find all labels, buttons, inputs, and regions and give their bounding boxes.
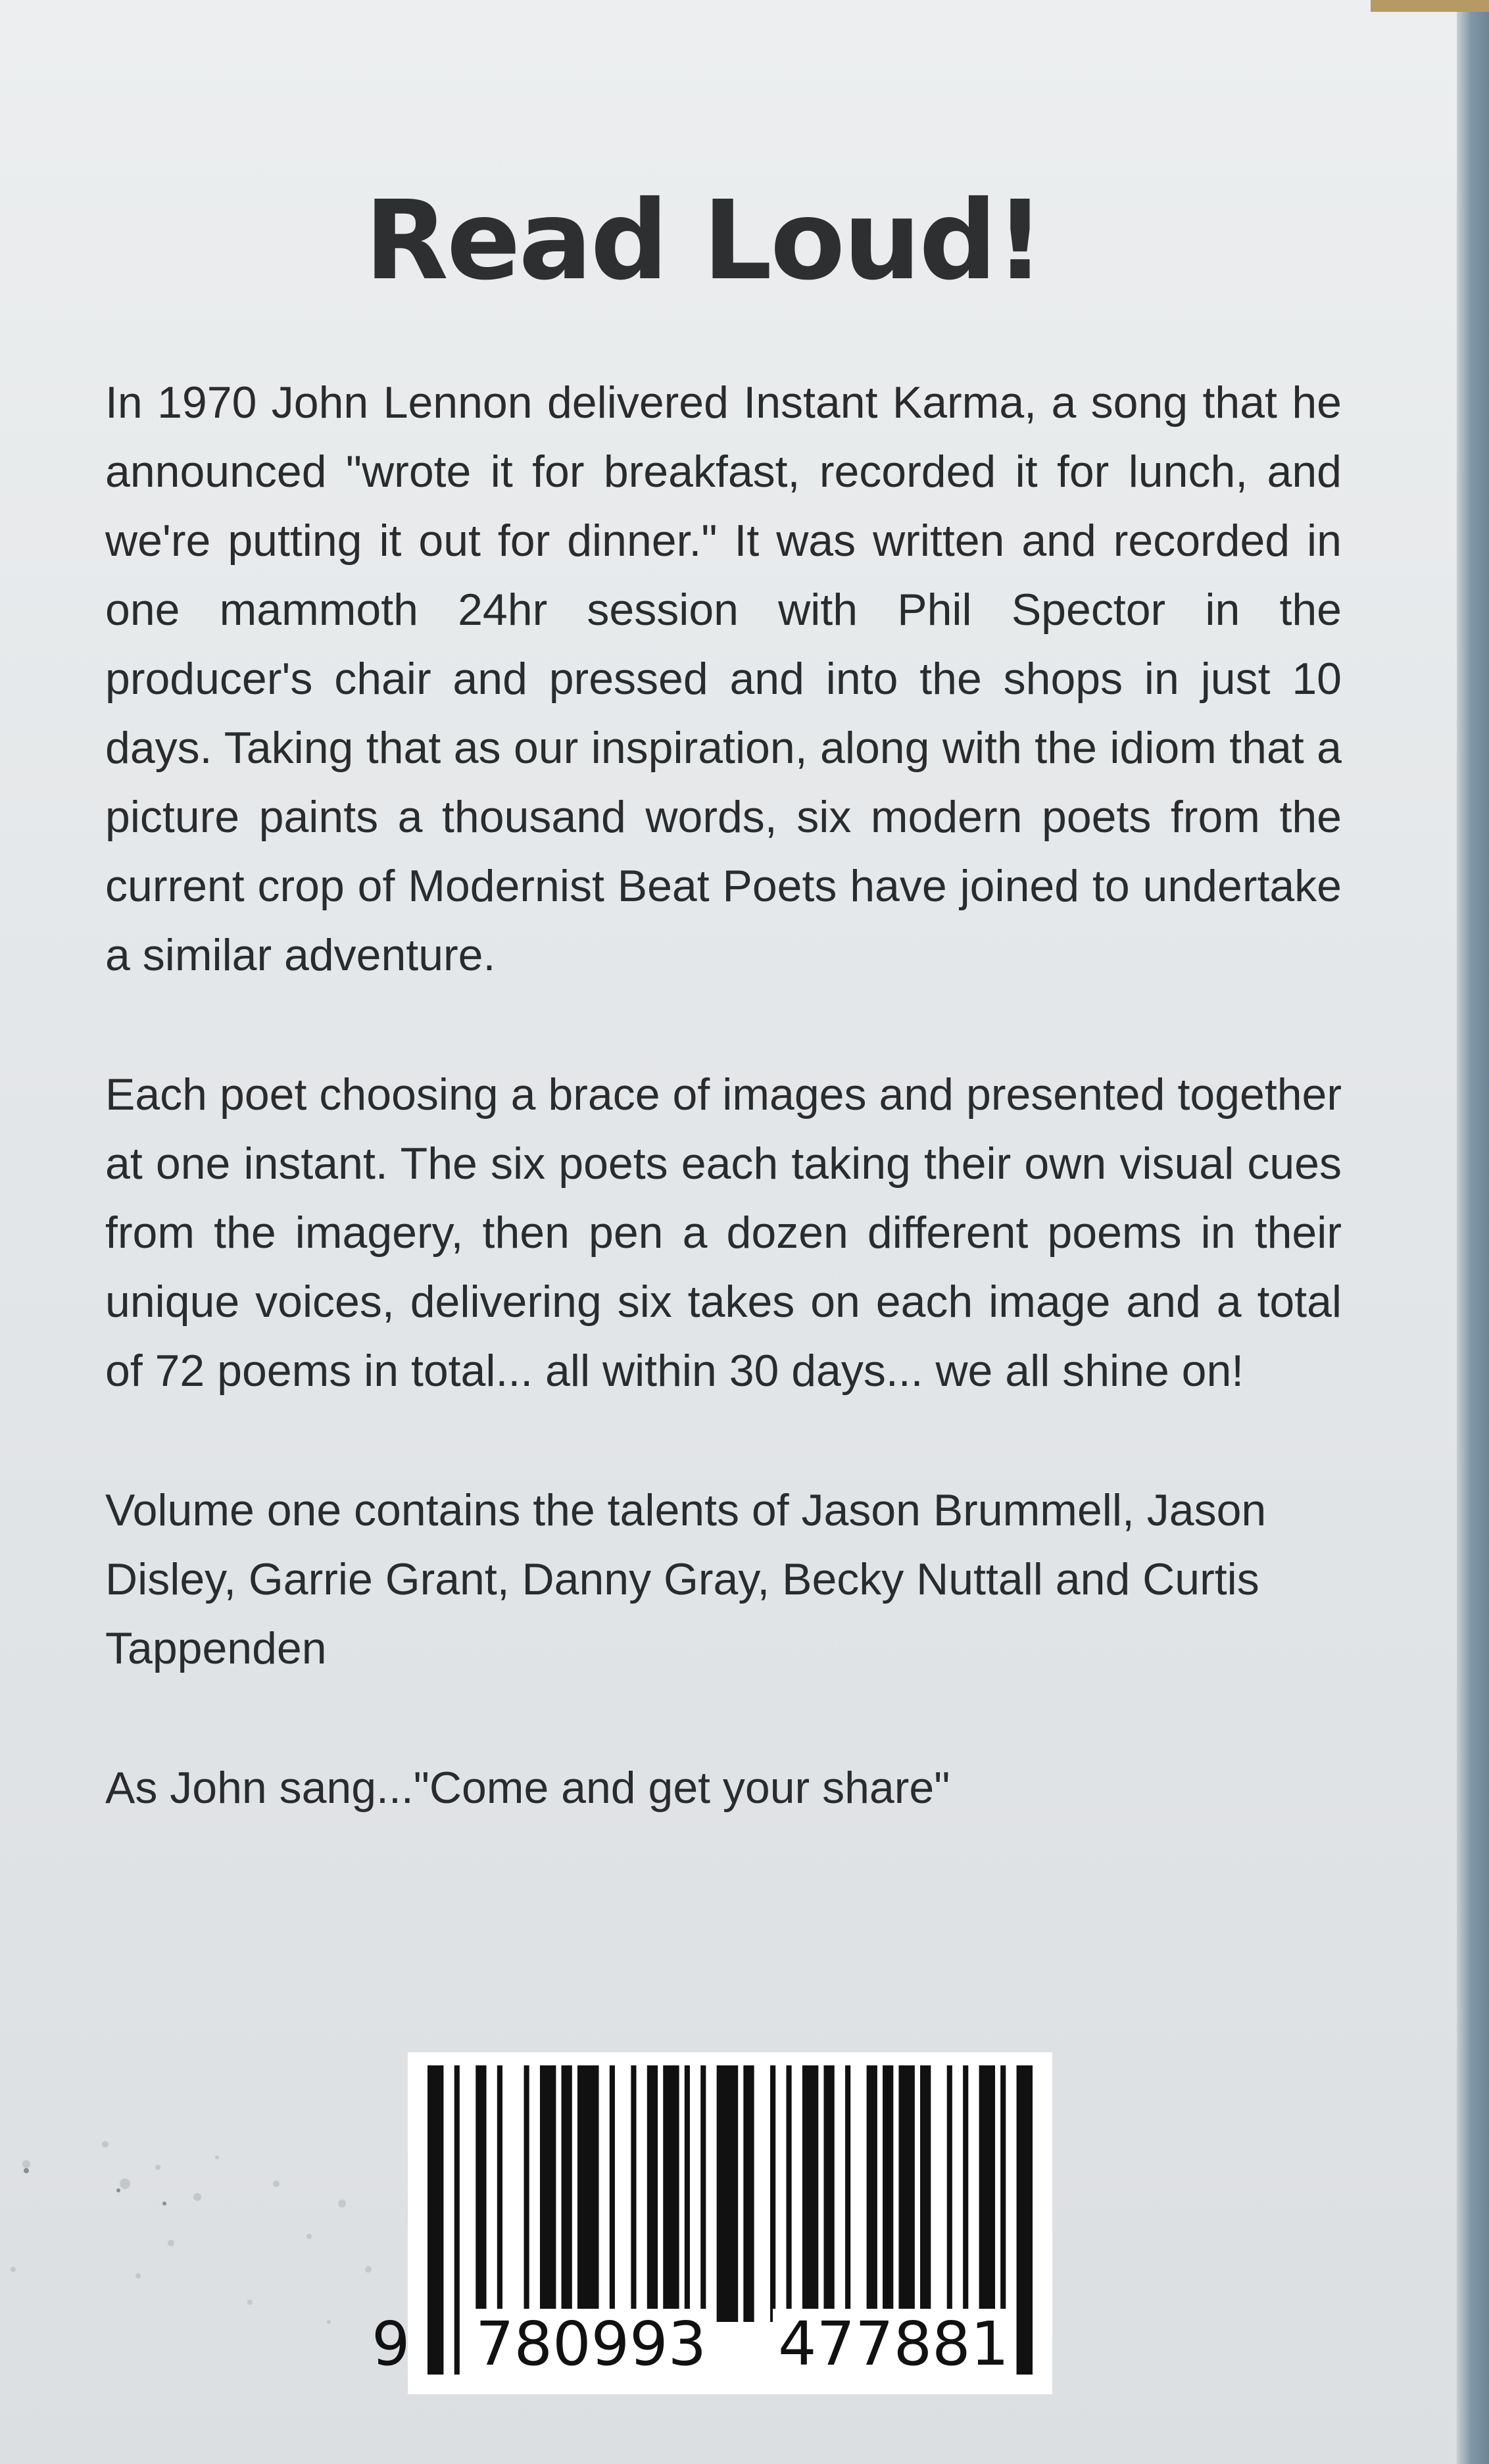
book-title: Read Loud! [364, 178, 1043, 305]
barcode-bar [685, 2065, 690, 2322]
barcode-bar [497, 2065, 502, 2322]
top-edge-strip [1371, 0, 1489, 12]
barcode-bar [524, 2065, 529, 2322]
barcode-bar [577, 2065, 599, 2322]
barcode-bar [562, 2065, 572, 2322]
barcode-bar [947, 2065, 952, 2322]
barcode-bar [540, 2065, 556, 2322]
barcode-bar [867, 2065, 877, 2322]
barcode-bar [770, 2065, 775, 2322]
barcode-lead-digit: 9 [372, 2309, 410, 2379]
barcode-bar [845, 2065, 850, 2322]
barcode-bar [700, 2065, 706, 2322]
blurb-paragraph-4: As John sang..."Come and get your share" [105, 1763, 950, 1813]
blurb-text [105, 368, 1342, 1893]
barcode-bar [802, 2065, 818, 2322]
barcode-bar [898, 2065, 914, 2322]
isbn-barcode [372, 2052, 1052, 2394]
barcode-bar [717, 2065, 739, 2322]
blurb-paragraph-2: Each poet choosing a brace of images and presented together at one instant. The six poets each taking their own visual cues from the imagery, then pen a dozen different poems in their unique voices, delivering six takes on each image and a total of 72 poems in total... all within 30 days... we all shine on! [105, 1070, 1342, 1396]
blurb-paragraph-1: In 1970 John Lennon delivered Instant Karma, a song that he announced "wrote it for breakfast, recorded it for lunch, and we're putting it out for dinner." It was written and recorded in one mammoth 24hr session with Phil Spector in the producer's chair and pressed and into the shops in just 10 days. Taking that as our inspiration, along with the idiom that a picture paints a thousand words, six modern poets from the current crop of Modernist Beat Poets have joined to undertake a similar adventure. [105, 378, 1342, 980]
barcode-bar [786, 2065, 791, 2322]
cover-scuff-marks [0, 2105, 408, 2381]
barcode-bar [920, 2065, 931, 2322]
barcode-bar [631, 2065, 636, 2322]
barcode-bar [476, 2065, 486, 2322]
barcode-bar [743, 2065, 754, 2322]
barcode-bar [647, 2065, 658, 2322]
barcode-bar [979, 2065, 995, 2322]
barcode-right-digits: 477881 [773, 2309, 1014, 2379]
barcode-bar [663, 2065, 679, 2322]
barcode-bar [963, 2065, 968, 2322]
barcode-bar [883, 2065, 893, 2322]
barcode-left-digits: 780993 [470, 2309, 712, 2379]
blurb-paragraph-3: Volume one contains the talents of Jason Brummell, Jason Disley, Garrie Grant, Danny Gray, Becky Nuttall and Curtis Tappenden [105, 1485, 1267, 1673]
barcode-bar [823, 2065, 834, 2322]
barcode-bar [610, 2065, 615, 2322]
cover-edge [1457, 0, 1489, 2464]
barcode-bar [1000, 2065, 1006, 2322]
barcode-digits [372, 2309, 1052, 2381]
